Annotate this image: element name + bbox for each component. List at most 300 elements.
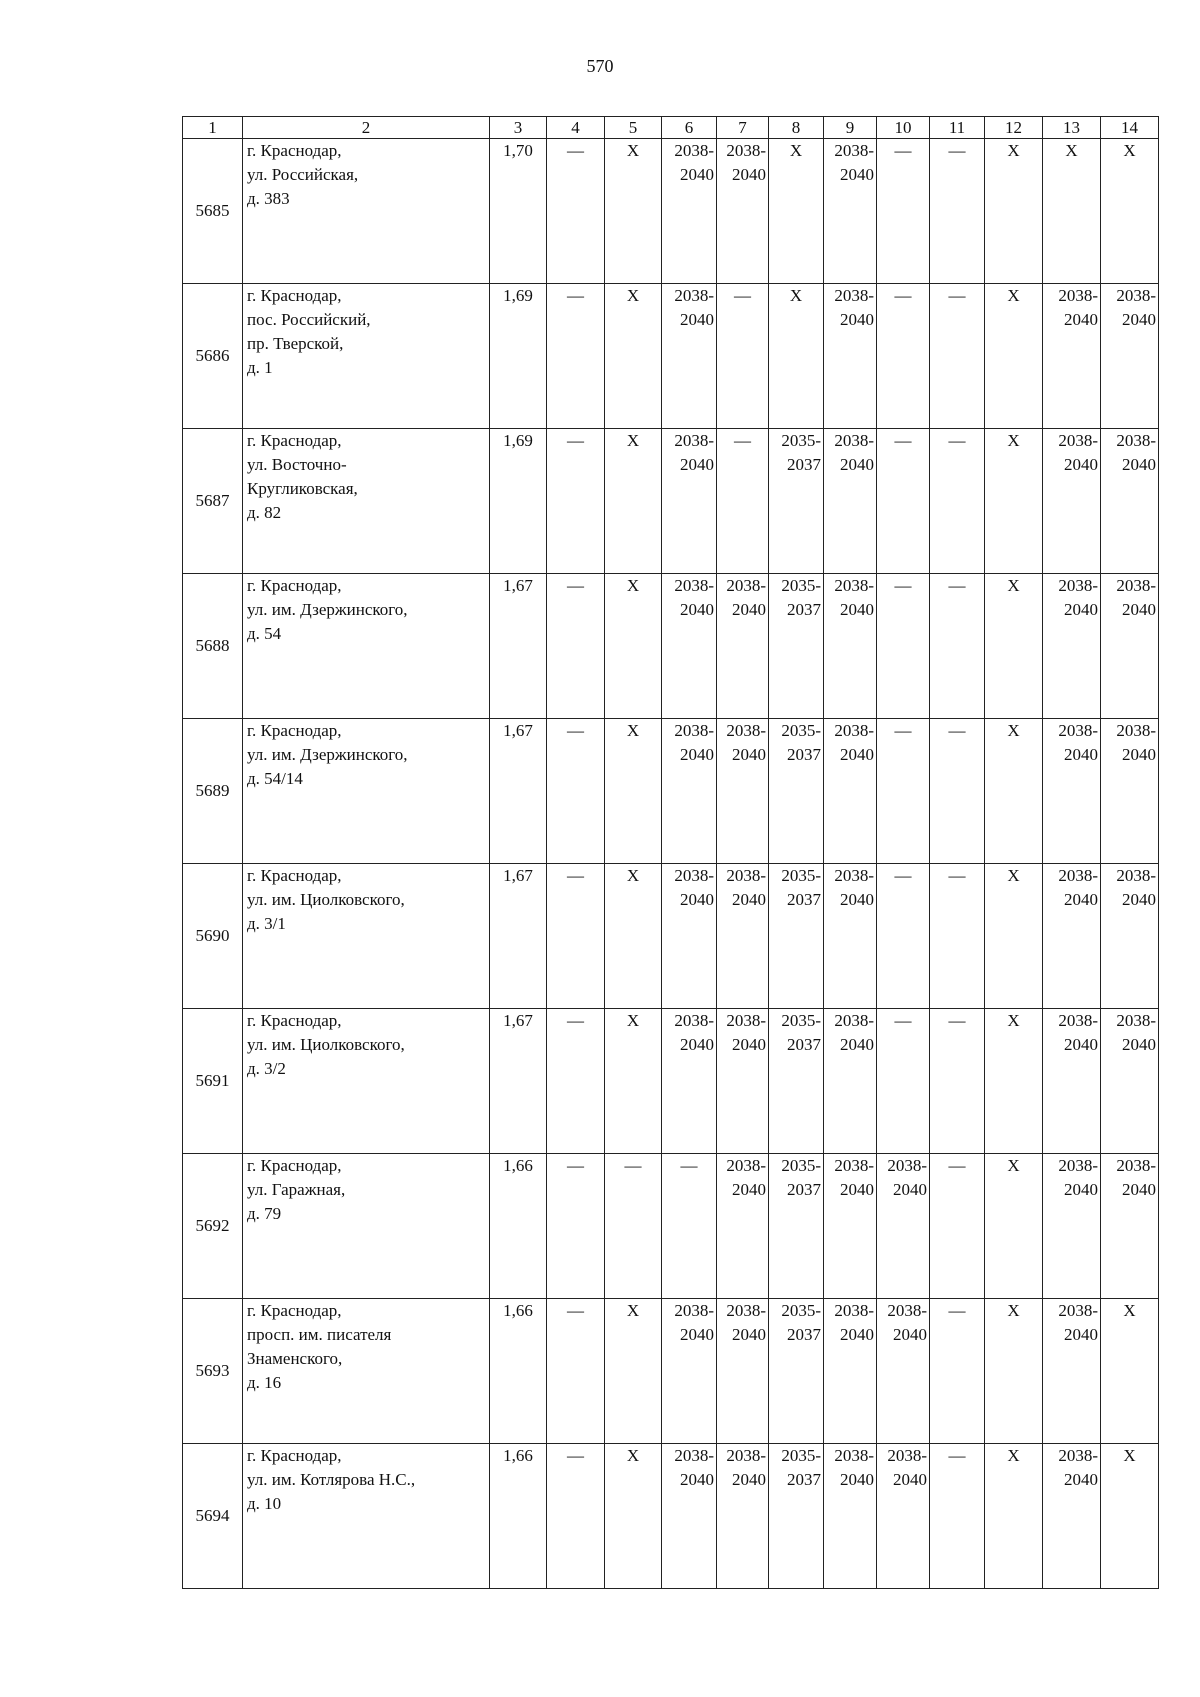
column-header: 12 (985, 117, 1043, 139)
year-line: 2040 (1122, 600, 1156, 619)
cell-c8 (769, 139, 824, 284)
cell-value: — (624, 1156, 642, 1175)
year-line: 2040 (680, 890, 714, 909)
cell-c5 (605, 864, 662, 1009)
year-line: 2040 (840, 745, 874, 764)
address-line: ул. Восточно- (247, 455, 347, 474)
year-line: 2040 (680, 165, 714, 184)
table-row (183, 284, 1159, 429)
year-line: 2040 (1122, 890, 1156, 909)
cell-c4 (547, 1299, 605, 1444)
cell-c10 (877, 1444, 930, 1589)
cell-c9 (824, 719, 877, 864)
cell-value: Х (1007, 721, 1020, 740)
row-number: 5693 (183, 1299, 243, 1444)
cell-c11 (930, 1154, 985, 1299)
address-cell (243, 864, 490, 1009)
cell-value: — (948, 1301, 966, 1320)
column-header: 4 (547, 117, 605, 139)
year-line: 2038- (834, 721, 874, 740)
year-line: 2037 (787, 600, 821, 619)
cell-c5 (605, 1444, 662, 1589)
cell-c12 (985, 429, 1043, 574)
row-number: 5687 (183, 429, 243, 574)
cell-value: — (948, 721, 966, 740)
address-line: ул. им. Котлярова Н.С., (247, 1470, 416, 1489)
cell-c10 (877, 284, 930, 429)
year-line: 2038- (887, 1446, 927, 1465)
cell-c3 (490, 139, 547, 284)
year-line: 2037 (787, 455, 821, 474)
cell-value: Х (626, 1446, 640, 1465)
year-line: 2035- (781, 1301, 821, 1320)
year-line: 2040 (1064, 1470, 1098, 1489)
year-line: 2035- (781, 866, 821, 885)
cell-c8 (769, 284, 824, 429)
cell-c6 (662, 139, 717, 284)
cell-c12 (985, 1009, 1043, 1154)
header-row (183, 117, 1159, 139)
cell-c6 (662, 1154, 717, 1299)
year-line: 2040 (1064, 600, 1098, 619)
page-number: 570 (586, 56, 614, 76)
cell-c11 (930, 864, 985, 1009)
cell-c10 (877, 1154, 930, 1299)
year-line: 2038- (674, 866, 714, 885)
cell-c4 (547, 429, 605, 574)
address-line: г. Краснодар, (247, 141, 342, 160)
year-line: 2040 (680, 745, 714, 764)
year-line: 2040 (840, 165, 874, 184)
year-line: 2038- (674, 286, 714, 305)
cell-c5 (605, 574, 662, 719)
cell-value: Х (1007, 141, 1020, 160)
year-line: 2038- (1116, 866, 1156, 885)
cell-c12 (985, 1299, 1043, 1444)
cell-value: — (567, 431, 584, 450)
year-line: 2038- (1058, 721, 1098, 740)
year-line: 2038- (1058, 1011, 1098, 1030)
cell-c9 (824, 284, 877, 429)
address-line: г. Краснодар, (247, 721, 342, 740)
year-line: 2040 (732, 1035, 766, 1054)
column-header: 10 (877, 117, 930, 139)
year-line: 2038- (887, 1301, 927, 1320)
cell-c11 (930, 1009, 985, 1154)
row-number: 5685 (183, 139, 243, 284)
cell-c3 (490, 1444, 547, 1589)
address-cell (243, 284, 490, 429)
cell-c14 (1101, 574, 1159, 719)
year-line: 2035- (781, 431, 821, 450)
cell-c12 (985, 719, 1043, 864)
address-line: д. 10 (247, 1494, 282, 1513)
cell-c5 (605, 1009, 662, 1154)
cell-c7 (717, 139, 769, 284)
year-line: 2040 (840, 890, 874, 909)
cell-c10 (877, 1009, 930, 1154)
cell-c9 (824, 1009, 877, 1154)
column-header: 1 (183, 117, 243, 139)
address-line: ул. им. Дзержинского, (247, 600, 408, 619)
year-line: 2038- (726, 721, 766, 740)
address-line: г. Краснодар, (247, 286, 342, 305)
year-line: 2038- (1058, 431, 1098, 450)
row-number: 5694 (183, 1444, 243, 1589)
cell-c4 (547, 864, 605, 1009)
cell-c10 (877, 139, 930, 284)
year-line: 2040 (1064, 1325, 1098, 1344)
cell-value: Х (1007, 1446, 1020, 1465)
cell-c12 (985, 1154, 1043, 1299)
year-line: 2040 (732, 745, 766, 764)
cell-c11 (930, 574, 985, 719)
year-line: 2037 (787, 1180, 821, 1199)
column-header: 9 (824, 117, 877, 139)
cell-c4 (547, 1009, 605, 1154)
cell-value: Х (789, 141, 803, 160)
cell-value: Х (1123, 1446, 1136, 1465)
cell-value: — (567, 1446, 584, 1465)
cell-c8 (769, 1009, 824, 1154)
year-line: 2040 (680, 455, 714, 474)
cell-c6 (662, 1009, 717, 1154)
row-number: 5691 (183, 1009, 243, 1154)
year-line: 2040 (680, 1035, 714, 1054)
year-line: 2038- (1116, 1156, 1156, 1175)
year-line: 2038- (674, 1011, 714, 1030)
cell-value: Х (1007, 286, 1020, 305)
cell-c6 (662, 864, 717, 1009)
cell-c10 (877, 719, 930, 864)
cell-value: Х (1007, 431, 1020, 450)
year-line: 2038- (1116, 1011, 1156, 1030)
year-line: 2038- (1058, 286, 1098, 305)
table-row (183, 139, 1159, 284)
cell-value: Х (1007, 576, 1020, 595)
year-line: 2038- (834, 431, 874, 450)
year-line: 2040 (732, 600, 766, 619)
year-line: 2040 (893, 1470, 927, 1489)
cell-c3 (490, 284, 547, 429)
year-line: 2037 (787, 1035, 821, 1054)
cell-c8 (769, 1444, 824, 1589)
cell-value: Х (626, 286, 640, 305)
column-header: 3 (490, 117, 547, 139)
column-header: 6 (662, 117, 717, 139)
year-line: 2040 (1122, 1035, 1156, 1054)
year-line: 2038- (887, 1156, 927, 1175)
row-number: 5690 (183, 864, 243, 1009)
cell-c6 (662, 1444, 717, 1589)
cell-c7 (717, 574, 769, 719)
cell-c9 (824, 139, 877, 284)
year-line: 2040 (732, 1470, 766, 1489)
cell-value: Х (1007, 1301, 1020, 1320)
cell-c7 (717, 1154, 769, 1299)
cell-value: Х (626, 576, 640, 595)
cell-value: — (567, 576, 584, 595)
cell-c9 (824, 1444, 877, 1589)
year-line: 2038- (674, 576, 714, 595)
cell-c13 (1043, 139, 1101, 284)
year-line: 2040 (680, 600, 714, 619)
year-line: 2038- (1058, 866, 1098, 885)
year-line: 2038- (1058, 576, 1098, 595)
cell-c10 (877, 429, 930, 574)
year-line: 2038- (1116, 431, 1156, 450)
year-line: 2040 (840, 310, 874, 329)
cell-c7 (717, 284, 769, 429)
cell-c5 (605, 719, 662, 864)
address-line: г. Краснодар, (247, 1011, 342, 1030)
cell-c12 (985, 139, 1043, 284)
address-line: д. 3/1 (247, 914, 286, 933)
cell-c8 (769, 1299, 824, 1444)
cell-c3 (490, 1299, 547, 1444)
cell-value: — (734, 286, 751, 305)
cell-c11 (930, 139, 985, 284)
year-line: 2040 (732, 890, 766, 909)
cell-c14 (1101, 1009, 1159, 1154)
address-line: ул. им. Циолковского, (247, 1035, 405, 1054)
cell-c9 (824, 864, 877, 1009)
cell-value: 1,67 (503, 721, 533, 740)
year-line: 2038- (834, 866, 874, 885)
year-line: 2038- (834, 141, 874, 160)
year-line: 2038- (1058, 1446, 1098, 1465)
cell-c3 (490, 429, 547, 574)
cell-value: — (567, 1301, 584, 1320)
address-line: д. 82 (247, 503, 282, 522)
address-line: г. Краснодар, (247, 576, 342, 595)
year-line: 2040 (1122, 310, 1156, 329)
cell-value: 1,67 (503, 866, 533, 885)
cell-c8 (769, 574, 824, 719)
cell-value: — (948, 286, 966, 305)
year-line: 2040 (893, 1180, 927, 1199)
address-line: д. 3/2 (247, 1059, 286, 1078)
register-table (182, 116, 1159, 1589)
cell-c6 (662, 574, 717, 719)
cell-value: — (894, 431, 912, 450)
address-cell (243, 1299, 490, 1444)
cell-c10 (877, 864, 930, 1009)
cell-c11 (930, 1299, 985, 1444)
address-line: д. 1 (247, 358, 273, 377)
table-row (183, 719, 1159, 864)
address-line: г. Краснодар, (247, 1301, 342, 1320)
cell-value: 1,67 (503, 1011, 533, 1030)
cell-value: Х (1007, 866, 1020, 885)
cell-c3 (490, 1009, 547, 1154)
cell-c14 (1101, 139, 1159, 284)
year-line: 2035- (781, 721, 821, 740)
year-line: 2040 (1064, 1180, 1098, 1199)
year-line: 2040 (840, 1180, 874, 1199)
cell-value: — (894, 576, 912, 595)
cell-value: 1,66 (503, 1446, 533, 1465)
cell-c7 (717, 1009, 769, 1154)
address-cell (243, 139, 490, 284)
cell-c5 (605, 284, 662, 429)
cell-c4 (547, 1444, 605, 1589)
cell-value: Х (626, 1011, 640, 1030)
cell-c14 (1101, 284, 1159, 429)
cell-value: — (567, 1156, 584, 1175)
year-line: 2040 (680, 1470, 714, 1489)
cell-c12 (985, 284, 1043, 429)
year-line: 2038- (674, 141, 714, 160)
year-line: 2038- (674, 1301, 714, 1320)
cell-value: — (894, 1011, 912, 1030)
cell-value: Х (789, 286, 803, 305)
table-row (183, 1299, 1159, 1444)
cell-value: — (567, 1011, 584, 1030)
address-line: ул. им. Циолковского, (247, 890, 405, 909)
year-line: 2035- (781, 1011, 821, 1030)
address-line: пос. Российский, (247, 310, 371, 329)
address-line: просп. им. писателя (247, 1325, 392, 1344)
year-line: 2038- (834, 1156, 874, 1175)
year-line: 2038- (726, 1011, 766, 1030)
cell-c9 (824, 1154, 877, 1299)
year-line: 2040 (840, 600, 874, 619)
cell-c14 (1101, 1299, 1159, 1444)
cell-value: 1,66 (503, 1156, 533, 1175)
address-line: г. Краснодар, (247, 866, 342, 885)
cell-c6 (662, 284, 717, 429)
address-cell (243, 574, 490, 719)
year-line: 2040 (840, 1035, 874, 1054)
address-cell (243, 429, 490, 574)
cell-value: — (567, 286, 584, 305)
year-line: 2037 (787, 745, 821, 764)
year-line: 2038- (1116, 576, 1156, 595)
cell-value: 1,66 (503, 1301, 533, 1320)
cell-c9 (824, 429, 877, 574)
table-row (183, 574, 1159, 719)
cell-c7 (717, 1299, 769, 1444)
cell-c14 (1101, 1444, 1159, 1589)
address-line: ул. Российская, (247, 165, 359, 184)
cell-value: — (567, 721, 584, 740)
cell-value: Х (1007, 1011, 1020, 1030)
year-line: 2038- (674, 1446, 714, 1465)
cell-c9 (824, 574, 877, 719)
cell-c12 (985, 574, 1043, 719)
year-line: 2040 (1064, 890, 1098, 909)
year-line: 2038- (834, 1011, 874, 1030)
year-line: 2040 (732, 1180, 766, 1199)
table-row (183, 1154, 1159, 1299)
cell-value: — (948, 1156, 966, 1175)
cell-c3 (490, 719, 547, 864)
year-line: 2038- (834, 576, 874, 595)
cell-value: — (894, 721, 912, 740)
year-line: 2040 (680, 1325, 714, 1344)
cell-c14 (1101, 1154, 1159, 1299)
year-line: 2040 (840, 1325, 874, 1344)
cell-value: — (567, 141, 584, 160)
cell-value: Х (1123, 141, 1136, 160)
cell-c14 (1101, 719, 1159, 864)
cell-value: — (894, 866, 912, 885)
cell-value: 1,69 (503, 431, 533, 450)
year-line: 2040 (893, 1325, 927, 1344)
cell-value: — (680, 1156, 698, 1175)
cell-c3 (490, 574, 547, 719)
year-line: 2038- (834, 1446, 874, 1465)
year-line: 2040 (732, 1325, 766, 1344)
year-line: 2040 (1064, 1035, 1098, 1054)
cell-c6 (662, 1299, 717, 1444)
year-line: 2038- (1058, 1301, 1098, 1320)
year-line: 2035- (781, 1446, 821, 1465)
cell-c13 (1043, 864, 1101, 1009)
cell-value: — (894, 286, 912, 305)
year-line: 2035- (781, 576, 821, 595)
year-line: 2038- (1116, 286, 1156, 305)
cell-c12 (985, 1444, 1043, 1589)
cell-value: — (948, 431, 966, 450)
row-number: 5688 (183, 574, 243, 719)
cell-value: — (567, 866, 584, 885)
cell-value: 1,70 (503, 141, 533, 160)
column-header: 7 (717, 117, 769, 139)
row-number: 5686 (183, 284, 243, 429)
cell-c4 (547, 1154, 605, 1299)
year-line: 2040 (1122, 1180, 1156, 1199)
cell-c7 (717, 1444, 769, 1589)
cell-c8 (769, 429, 824, 574)
column-header: 5 (605, 117, 662, 139)
address-line: д. 383 (247, 189, 290, 208)
year-line: 2038- (726, 1446, 766, 1465)
year-line: 2037 (787, 890, 821, 909)
column-header: 11 (930, 117, 985, 139)
year-line: 2040 (732, 165, 766, 184)
address-line: г. Краснодар, (247, 1156, 342, 1175)
address-cell (243, 1154, 490, 1299)
cell-value: Х (626, 141, 640, 160)
cell-value: Х (1007, 1156, 1020, 1175)
address-line: д. 16 (247, 1373, 282, 1392)
cell-c9 (824, 1299, 877, 1444)
cell-c13 (1043, 574, 1101, 719)
year-line: 2038- (834, 286, 874, 305)
address-line: г. Краснодар, (247, 431, 342, 450)
cell-value: — (948, 866, 966, 885)
year-line: 2038- (726, 141, 766, 160)
cell-value: Х (1065, 141, 1078, 160)
year-line: 2038- (674, 431, 714, 450)
cell-value: — (734, 431, 751, 450)
cell-value: — (948, 1446, 966, 1465)
year-line: 2040 (1064, 310, 1098, 329)
cell-c13 (1043, 719, 1101, 864)
address-line: ул. Гаражная, (247, 1180, 346, 1199)
year-line: 2038- (674, 721, 714, 740)
cell-c7 (717, 429, 769, 574)
cell-c5 (605, 429, 662, 574)
cell-c13 (1043, 1009, 1101, 1154)
cell-c4 (547, 139, 605, 284)
cell-c5 (605, 1154, 662, 1299)
cell-c3 (490, 864, 547, 1009)
address-line: д. 54 (247, 624, 282, 643)
year-line: 2040 (1064, 745, 1098, 764)
